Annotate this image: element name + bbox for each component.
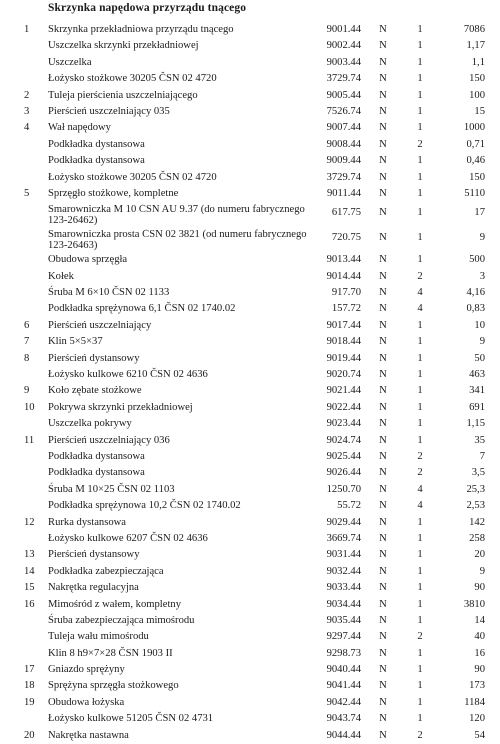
part-value: 3810 [463,598,485,610]
part-quantity: 1 [417,369,423,381]
part-name: Tuleja wału mimośrodu [48,631,149,643]
part-code: 55.72 [337,500,361,512]
part-quantity: 4 [417,287,423,299]
part-code: 9034.44 [326,598,361,610]
part-code: 9041.44 [326,680,361,692]
part-name: Skrzynka przekładniowa przyrządu tnącego [48,24,234,35]
part-code: 9018.44 [326,336,361,348]
part-code: 9020.74 [326,369,361,381]
part-value: 25,3 [466,483,485,495]
item-number: 15 [24,582,35,594]
part-code: 9035.44 [326,614,361,626]
part-value: 20 [474,549,485,561]
part-code: 3729.74 [326,73,361,85]
part-name: Uszczelka [48,56,92,68]
part-name: Łożysko stożkowe 30205 ČSN 02 4720 [48,171,217,183]
part-name: Tuleja pierścienia uszczelniającego [48,89,198,101]
table-row [0,449,500,465]
part-code: 9033.44 [326,582,361,594]
table-row [0,515,500,531]
part-value: 2,53 [466,500,485,512]
part-name: Uszczelka skrzynki przekładniowej [48,40,199,52]
part-quantity: 1 [417,56,423,68]
part-type: N [379,254,387,266]
item-number: 12 [24,516,35,528]
part-quantity: 2 [417,467,423,479]
part-code: 9014.44 [326,270,361,282]
part-code: 9026.44 [326,467,361,479]
part-code: 9021.44 [326,385,361,397]
part-code: 9013.44 [326,254,361,266]
part-value: 258 [469,532,485,544]
part-name: Nakrętka nastawna [48,729,129,741]
part-value: 100 [469,89,485,101]
part-name: Kołek [48,270,74,282]
part-quantity: 1 [417,516,423,528]
part-name: Łożysko kulkowe 51205 ČSN 02 4731 [48,713,214,725]
item-number: 6 [24,319,30,331]
part-value: 1,15 [466,418,485,430]
part-code: 1250.70 [326,483,361,495]
part-code: 9032.44 [326,565,361,577]
part-type: N [379,73,387,85]
table-row [0,646,500,662]
part-code: 9043.74 [326,713,361,725]
part-name: Pierścień uszczelniający [48,319,152,331]
table-row [0,564,500,580]
table-row [0,400,500,416]
part-code: 9029.44 [326,516,361,528]
part-name: Smarowniczka M 10 ČSN AU 9.37 (do numeru fabrycznego 123-26462) [48,204,305,227]
part-name: Łożysko kulkowe 6207 ČSN 02 4636 [48,532,208,544]
part-quantity: 1 [417,319,423,331]
part-value: 0,71 [466,138,485,150]
item-number: 4 [24,122,30,134]
part-name: Rurka dystansowa [48,516,126,528]
table-row [0,580,500,596]
part-quantity: 1 [417,155,423,167]
part-code: 9001.44 [326,24,361,35]
part-type: N [379,549,387,561]
part-name: Łożysko kulkowe 6210 ČSN 02 4636 [48,369,208,381]
part-name: Pierścień dystansowy [48,549,140,561]
table-row [0,498,500,514]
part-value: 14 [474,614,485,626]
part-quantity: 1 [417,73,423,85]
part-value: 463 [469,369,485,381]
table-row [0,711,500,727]
item-number: 17 [24,664,35,676]
part-value: 0,46 [466,155,485,167]
part-type: N [379,450,387,462]
part-type: N [379,582,387,594]
part-type: N [379,319,387,331]
part-quantity: 4 [417,500,423,512]
part-code: 9019.44 [326,352,361,364]
table-row [0,22,500,38]
part-type: N [379,647,387,659]
part-code: 9024.74 [326,434,361,446]
part-name: Śruba M 10×25 ČSN 02 1103 [48,483,175,495]
part-quantity: 2 [417,138,423,150]
part-value: 1,17 [466,40,485,52]
part-code: 9042.44 [326,696,361,708]
table-row [0,465,500,481]
page-title: Skrzynka napędowa przyrządu tnącego [48,2,247,14]
part-name: Pokrywa skrzynki przekładniowej [48,401,193,413]
table-row [0,301,500,317]
part-name: Nakrętka regulacyjna [48,582,139,594]
part-value: 4,16 [466,287,485,299]
item-number: 8 [24,352,30,364]
item-number: 3 [24,105,30,117]
part-value: 90 [474,664,485,676]
table-row [0,55,500,71]
table-row [0,120,500,136]
table-row [0,104,500,120]
table-row [0,531,500,547]
part-value: 120 [469,713,485,725]
part-name: Wał napędowy [48,122,111,134]
part-code: 3729.74 [326,171,361,183]
part-quantity: 1 [417,122,423,134]
part-quantity: 1 [417,24,423,35]
table-row [0,351,500,367]
table-row [0,433,500,449]
part-quantity: 1 [417,40,423,52]
part-value: 35 [474,434,485,446]
part-type: N [379,105,387,117]
part-type: N [379,122,387,134]
part-type: N [379,516,387,528]
part-name: Gniazdo sprężyny [48,664,125,676]
part-name: Łożysko stożkowe 30205 ČSN 02 4720 [48,73,217,85]
table-row [0,318,500,334]
part-value: 90 [474,582,485,594]
part-name: Pierścień uszczelniający 035 [48,105,170,117]
item-number: 10 [24,401,35,413]
item-number: 1 [24,24,30,35]
part-type: N [379,385,387,397]
table-row [0,597,500,613]
part-quantity: 1 [417,418,423,430]
part-code: 617.75 [331,207,361,219]
item-number: 5 [24,187,30,199]
part-value: 173 [469,680,485,692]
part-code: 9007.44 [326,122,361,134]
part-type: N [379,336,387,348]
table-row [0,728,500,744]
part-quantity: 1 [417,598,423,610]
part-code: 9298.73 [326,647,361,659]
part-type: N [379,352,387,364]
part-quantity: 1 [417,385,423,397]
part-value: 341 [469,385,485,397]
item-number: 7 [24,336,30,348]
part-name: Podkładka sprężynowa 6,1 ČSN 02 1740.02 [48,303,236,315]
part-quantity: 2 [417,729,423,741]
part-value: 7086 [463,24,485,35]
item-number: 9 [24,385,30,397]
part-code: 9009.44 [326,155,361,167]
table-row [0,153,500,169]
part-code: 157.72 [331,303,361,315]
part-type: N [379,138,387,150]
part-quantity: 1 [417,232,423,244]
part-name: Pierścień dystansowy [48,352,140,364]
table-row [0,285,500,301]
part-quantity: 2 [417,270,423,282]
part-type: N [379,434,387,446]
part-code: 9017.44 [326,319,361,331]
part-code: 9023.44 [326,418,361,430]
table-row [0,416,500,432]
part-quantity: 1 [417,664,423,676]
table-row [0,695,500,711]
part-quantity: 1 [417,434,423,446]
part-value: 9 [479,336,485,348]
part-name: Śruba M 6×10 ČSN 02 1133 [48,287,170,299]
part-quantity: 1 [417,171,423,183]
part-type: N [379,24,387,35]
part-name: Sprężyna sprzęgła stożkowego [48,680,179,692]
part-type: N [379,56,387,68]
part-type: N [379,664,387,676]
part-type: N [379,680,387,692]
part-value: 1184 [464,696,485,708]
table-row [0,202,500,227]
part-value: 50 [474,352,485,364]
part-quantity: 1 [417,614,423,626]
part-name: Uszczelka pokrywy [48,418,132,430]
part-quantity: 1 [417,187,423,199]
part-code: 720.75 [331,232,361,244]
part-value: 500 [469,254,485,266]
part-type: N [379,729,387,741]
part-value: 10 [474,319,485,331]
table-row [0,227,500,252]
part-value: 3,5 [471,467,485,479]
part-name: Podkładka zabezpieczająca [48,565,164,577]
item-number: 19 [24,696,35,708]
part-quantity: 1 [417,549,423,561]
part-quantity: 1 [417,565,423,577]
item-number: 20 [24,729,35,741]
table-row [0,170,500,186]
part-name: Podkładka dystansowa [48,467,145,479]
part-type: N [379,303,387,315]
part-code: 917.70 [331,287,361,299]
part-quantity: 1 [417,207,423,219]
part-quantity: 1 [417,336,423,348]
part-name: Pierścień uszczelniający 036 [48,434,170,446]
part-quantity: 1 [417,680,423,692]
part-value: 0,83 [466,303,485,315]
part-code: 9005.44 [326,89,361,101]
part-value: 15 [474,105,485,117]
part-type: N [379,89,387,101]
part-code: 9002.44 [326,40,361,52]
part-type: N [379,270,387,282]
part-type: N [379,232,387,244]
part-type: N [379,287,387,299]
table-row [0,482,500,498]
part-type: N [379,155,387,167]
part-name: Sprzęgło stożkowe, kompletne [48,187,179,199]
part-name: Podkładka dystansowa [48,138,145,150]
part-quantity: 1 [417,254,423,266]
part-name: Obudowa sprzęgła [48,254,128,266]
part-value: 54 [474,729,485,741]
part-quantity: 2 [417,631,423,643]
item-number: 11 [24,434,35,446]
part-name: Koło zębate stożkowe [48,385,142,397]
part-value: 16 [474,647,485,659]
part-type: N [379,401,387,413]
part-value: 5110 [464,187,485,199]
part-code: 9040.44 [326,664,361,676]
part-code: 9003.44 [326,56,361,68]
part-value: 691 [469,401,485,413]
part-type: N [379,467,387,479]
part-quantity: 4 [417,303,423,315]
item-number: 16 [24,598,35,610]
part-code: 3669.74 [326,532,361,544]
part-type: N [379,614,387,626]
part-value: 3 [479,270,485,282]
part-quantity: 1 [417,89,423,101]
part-quantity: 1 [417,713,423,725]
part-name: Obudowa łożyska [48,696,125,708]
table-row [0,678,500,694]
part-name: Śruba zabezpieczająca mimośrodu [48,614,195,626]
parts-list [0,22,500,744]
part-value: 40 [474,631,485,643]
table-row [0,547,500,563]
table-row [0,71,500,87]
part-value: 150 [469,171,485,183]
part-type: N [379,532,387,544]
part-code: 9044.44 [326,729,361,741]
part-type: N [379,207,387,219]
part-quantity: 2 [417,450,423,462]
table-row [0,88,500,104]
part-quantity: 1 [417,105,423,117]
part-quantity: 1 [417,582,423,594]
table-row [0,367,500,383]
part-type: N [379,483,387,495]
part-code: 9022.44 [326,401,361,413]
part-name: Podkładka sprężynowa 10,2 ČSN 02 1740.02 [48,500,241,512]
part-code: 9297.44 [326,631,361,643]
part-code: 9031.44 [326,549,361,561]
part-type: N [379,631,387,643]
item-number: 14 [24,565,35,577]
part-value: 9 [479,232,485,244]
table-row [0,252,500,268]
part-value: 7 [479,450,485,462]
part-value: 17 [474,207,485,219]
part-quantity: 1 [417,532,423,544]
part-code: 9008.44 [326,138,361,150]
table-row [0,662,500,678]
part-value: 9 [479,565,485,577]
part-code: 9011.44 [326,187,361,199]
part-value: 1000 [463,122,485,134]
part-value: 142 [469,516,485,528]
part-name: Klin 5×5×37 [48,336,103,348]
item-number: 2 [24,89,30,101]
part-code: 9025.44 [326,450,361,462]
part-type: N [379,171,387,183]
part-type: N [379,418,387,430]
table-row [0,334,500,350]
table-row [0,269,500,285]
part-type: N [379,369,387,381]
part-quantity: 1 [417,647,423,659]
table-row [0,186,500,202]
part-type: N [379,565,387,577]
part-code: 7526.74 [326,105,361,117]
part-value: 150 [469,73,485,85]
part-quantity: 1 [417,401,423,413]
part-name: Podkładka dystansowa [48,450,145,462]
part-type: N [379,696,387,708]
part-type: N [379,713,387,725]
table-row [0,613,500,629]
part-type: N [379,187,387,199]
table-row [0,38,500,54]
part-quantity: 1 [417,352,423,364]
table-row [0,629,500,645]
item-number: 18 [24,680,35,692]
part-quantity: 4 [417,483,423,495]
part-quantity: 1 [417,696,423,708]
part-type: N [379,598,387,610]
part-value: 1,1 [471,56,485,68]
part-type: N [379,40,387,52]
part-name: Smarowniczka prosta ČSN 02 3821 (od numeru fabrycznego 123-26463) [48,229,307,252]
part-type: N [379,500,387,512]
table-row [0,383,500,399]
part-name: Mimośród z wałem, kompletny [48,598,181,610]
item-number: 13 [24,549,35,561]
part-name: Klin 8 h9×7×28 ČSN 1903 II [48,647,173,659]
part-name: Podkładka dystansowa [48,155,145,167]
table-row [0,137,500,153]
